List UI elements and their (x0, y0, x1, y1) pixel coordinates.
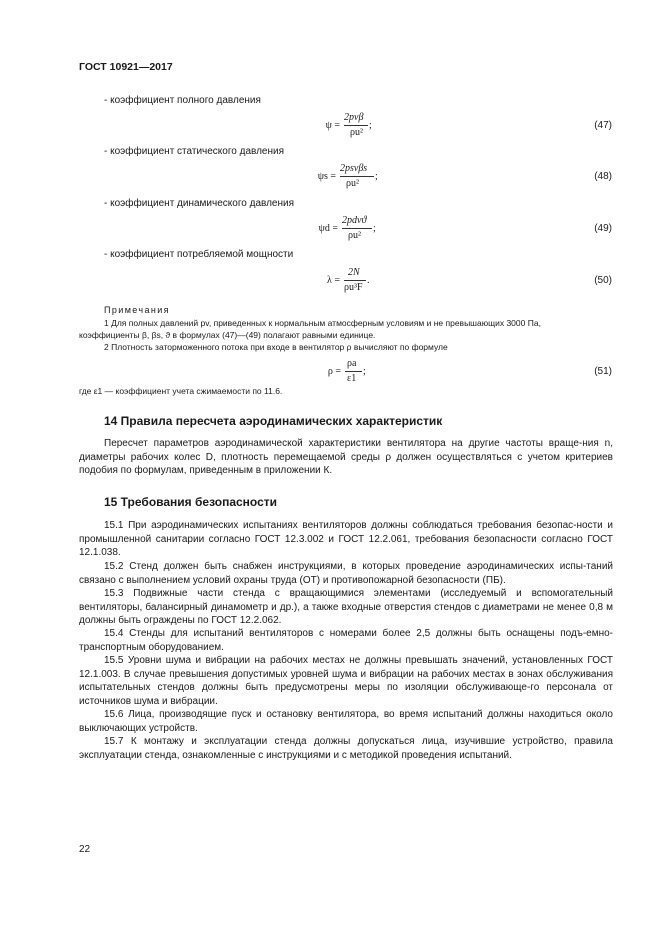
formula-50-label: - коэффициент потребляемой мощности (104, 249, 294, 260)
formula-50-tail: . (367, 275, 370, 286)
notes-title: Примечания (104, 305, 170, 315)
formula-49-lhs: ψd = (318, 223, 338, 234)
equation-number-48: (48) (594, 171, 612, 182)
formula-51-numerator: ρа (347, 358, 357, 369)
formula-49-denominator: ρu² (348, 230, 361, 241)
section-14-text: Пересчет параметров аэродинамической характеристики вентилятора на другие частоты враще-ния n, диаметры рабочих колес D, плотность перемещаемой среды ρ должен осуществляться с учетом критериев подобия по формулам, приведенным в приложении К. (79, 438, 613, 476)
equation-number-50: (50) (594, 275, 612, 286)
equation-number-49: (49) (594, 223, 612, 234)
note-1-line-1: 1 Для полных давлений pv, приведенных к нормальным атмосферным условиям и не превышающих 3000 Па, (104, 318, 541, 328)
fraction-bar (340, 176, 374, 177)
section-14-title: 14 Правила пересчета аэродинамических характеристик (104, 414, 443, 428)
section-15-title: 15 Требования безопасности (104, 495, 278, 509)
paragraph-15-6: 15.6 Лица, производящие пуск и остановку вентилятора, во время испытаний должны находиться около выключающих устройств. (79, 709, 613, 734)
formula-48-denominator: ρu² (346, 178, 359, 189)
formula-47-label: - коэффициент полного давления (104, 95, 261, 106)
fraction-bar (345, 371, 362, 372)
note-1-line-2: коэффициенты β, βs, ϑ в формулах (47)—(49) полагают равными единице. (79, 330, 376, 340)
equation-number-47: (47) (594, 120, 612, 131)
formula-51-tail: ; (363, 366, 366, 377)
note-2: 2 Плотность заторможенного потока при входе в вентилятор ρ вычисляют по формуле (104, 342, 448, 352)
paragraph-15-2: 15.2 Стенд должен быть снабжен инструкциями, в которых проведение аэродинамических испы-таний связано с выполнением условий охраны труда (ОТ) и противопожарной безопасности (ПБ). (79, 561, 613, 586)
where-clause: где ε1 — коэффициент учета сжимаемости по 11.6. (79, 386, 283, 396)
formula-48-lhs: ψs = (317, 171, 336, 182)
equation-number-51: (51) (594, 366, 612, 377)
formula-49-tail: ; (373, 223, 376, 234)
formula-50-lhs: λ = (327, 275, 340, 286)
paragraph-15-5: 15.5 Уровни шума и вибрации на рабочих местах не должны превышать значений, установленных ГОСТ 12.1.003. В случае превышения допустимых уровней шума и вибрации на рабочих местах в зонах обслуживания испытательных стендов должны быть предусмотрены меры по изоляции обслуживающе-го персонала от источников шума и вибрации. (79, 655, 613, 707)
formula-51-lhs: ρ = (327, 366, 341, 377)
paragraph-15-7: 15.7 К монтажу и эксплуатации стенда должны допускаться лица, изучившие устройство, правила эксплуатации стенда, ознакомленные с инструкциями и с методикой проведения испытаний. (79, 736, 613, 761)
fraction-bar (344, 125, 368, 126)
formula-47-denominator: ρu² (350, 127, 363, 138)
formula-48-tail: ; (375, 171, 378, 182)
formula-50-numerator: 2N (348, 267, 360, 278)
page-number: 22 (79, 844, 91, 855)
formula-48-label: - коэффициент статического давления (104, 146, 285, 157)
formula-48-numerator: 2psvβs (340, 163, 368, 174)
formula-47-lhs: ψ = (325, 120, 340, 131)
paragraph-15-3: 15.3 Подвижные части стенда с вращающимися элементами (исследуемый и вспомогательный вентиляторы, балансирный динамометр и др.), а также входные отверстия стендов с диаметрами не менее 0,8 м должны быть ограждены по ГОСТ 12.2.062. (79, 588, 613, 626)
formula-47-numerator: 2pvβ (344, 112, 364, 123)
formula-50-denominator: ρu³F (344, 282, 363, 293)
paragraph-15-1: 15.1 При аэродинамических испытаниях вентиляторов должны соблюдаться требования безопас-ности и промышленной санитарии согласно ГОСТ 12.3.002 и ГОСТ 12.2.061, требования безопасности согласно ГОСТ 12.1.038. (79, 520, 613, 558)
paragraph-15-4: 15.4 Стенды для испытаний вентиляторов с номерами более 2,5 должны быть оснащены подъ-емно-транспортным оборудованием. (79, 628, 613, 653)
document-header: ГОСТ 10921—2017 (79, 61, 173, 73)
formula-47-tail: ; (369, 120, 372, 131)
formula-49-label: - коэффициент динамического давления (104, 198, 295, 209)
fraction-bar (342, 228, 372, 229)
formula-51-denominator: ε1 (347, 373, 357, 384)
fraction-bar (344, 280, 366, 281)
formula-49-numerator: 2pdvϑ (342, 215, 367, 226)
